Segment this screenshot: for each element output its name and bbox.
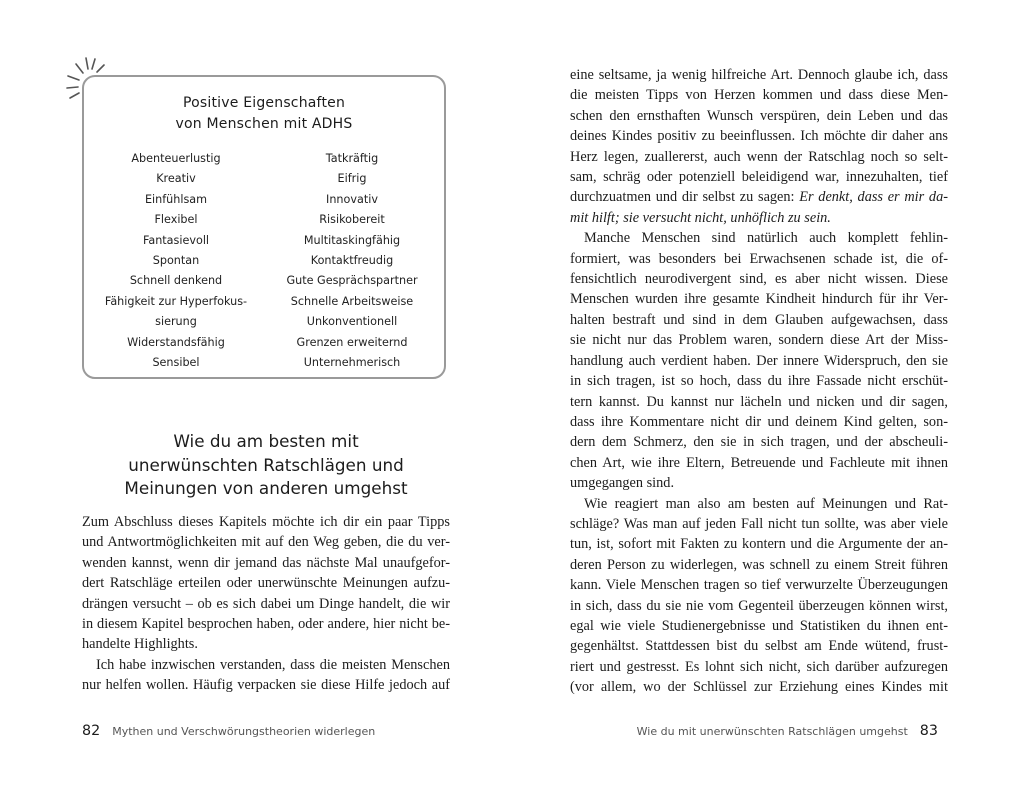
text-line: tun, ist, sofort mit Fakten zu kontern und die Argumente der an- [570,536,948,553]
text-line: wenden kannst, wenn dir jemand das nächste Mal unaufgefor- [82,554,450,571]
paragraph [82,655,450,696]
traits-column-left [92,149,260,373]
text-line: formiert, was besonders bei Erwachsenen schade ist, die of- [570,250,948,267]
left-body-text [82,512,450,696]
text-line: chen Art, wie ihre Eltern, Betreuende und Fachleute mit ihnen [570,454,948,471]
trait-item: Widerstandsfähig [127,335,225,349]
trait-item: Innovativ [326,192,378,206]
trait-item: Grenzen erweiternd [296,335,408,349]
trait-item: Flexibel [154,213,198,227]
left-footer [82,723,375,739]
paragraph [570,228,948,493]
text-line: in sich tragen, ist so hoch, dass du ihre Fassade nicht erschüt- [570,373,948,390]
text-line: riert und gestresst. Es lohnt sich nicht, sich darüber aufzuregen [570,658,948,675]
text-line: in diesem Kapitel besprochen haben, oder andere, hier nicht be- [82,616,450,633]
text-line: Wie reagiert man also am besten auf Meinungen und Rat- [584,495,948,512]
trait-item: Schnelle Arbeitsweise [290,294,414,308]
text-line: Herz legen, zuallererst, auch wenn der Ratschlag noch so selt- [570,148,948,165]
text-line: schen den ernsthaften Wunsch verspüren, dein Leben und das [570,107,948,124]
text-line: schläge? Was man auf jeden Fall nicht tun sollte, was aber viele [570,515,948,532]
text-line: sam, schräg oder potenziell beleidigend war, innezuhalten, tief [570,169,948,186]
text-line: nur helfen wollen. Häufig verpacken sie diese Hilfe jedoch auf [82,677,450,694]
heading-line: Wie du am besten mit [173,431,359,451]
trait-item: Fantasievoll [142,233,210,247]
trait-item: Tatkräftig [325,152,379,165]
text-line: deines Kindes positiv zu beeinflussen. Ich möchte dir daher ans [570,128,948,145]
text-line: dass ihre Kommentare nicht dir und deinem Kind gelten, son- [570,413,948,430]
box-title [84,93,444,135]
positive-traits-box [82,75,446,379]
text-line: Manche Menschen sind natürlich auch komplett fehlin- [584,230,948,247]
right-page [510,0,1020,812]
text-line: dert Ratschläge erteilen oder unerwünschte Meinungen aufzu- [82,575,450,592]
trait-item: Schnell denkend [129,274,223,288]
running-head: Wie du mit unerwünschten Ratschlägen umgehst [636,725,908,738]
text-line: egal wie viele Studienergebnisse und Statistiken du ihnen ent- [570,617,948,634]
page-number: 83 [919,723,938,739]
trait-item: Spontan [152,254,200,268]
traits-column-right [268,149,436,373]
right-body-text [570,65,948,698]
right-footer [637,723,938,739]
paragraph [82,512,450,655]
text-line: Zum Abschluss dieses Kapitels möchte ich dir ein paar Tipps [82,514,450,530]
text-line: handelte Highlights. [82,636,198,653]
text-line: die meisten Tipps von Herzen kommen und dass diese Men- [570,87,948,104]
section-heading [82,430,450,501]
text-line: tern kannst. Du kannst nur lächeln und nicken und dir sagen, [570,393,948,410]
text-line: Menschen wurden ihre gesamte Kindheit hindurch für ihr Ver- [570,291,948,308]
text-line: sie nicht nur das Problem waren, sondern diese Art der Miss- [570,332,948,349]
text-segment: durchzuatmen und dir selbst zu sagen: [570,189,800,206]
trait-item: Kontaktfreudig [310,254,394,268]
trait-item: Sensibel [152,356,200,370]
text-line: Ich habe inzwischen verstanden, dass die meisten Menschen [96,656,450,673]
text-line: (vor allem, wo der Schlüssel zur Erziehung eines Kindes mit [570,679,948,696]
text-line: halten bestraft und sind in dem Glauben aufgewachsen, dass [570,311,948,328]
running-head: Mythen und Verschwörungstheorien widerlegen [112,725,376,738]
text-line: gegenhältst. Stattdessen bist du selbst am Ende wütend, frust- [570,638,948,655]
text-line-mixed [570,187,948,207]
text-line: in sich, dass du sie nie vom Gegenteil überzeugen können wirst, [570,597,948,614]
heading-line: Meinungen von anderen umgehst [124,478,408,498]
italic-quote: Er denkt, dass er mir da- [799,189,948,206]
trait-item: Einfühlsam [144,192,208,206]
text-line: umgegangen sind. [570,475,675,492]
paragraph [570,494,948,698]
text-line: kann. Viele Menschen tragen so tief verwurzelte Überzeugungen [570,577,948,594]
trait-item: Eifrig [337,172,367,186]
text-line: deren Person zu widerlegen, was schnell zu einem Streit führen [570,556,948,573]
text-line: und Antwortmöglichkeiten mit auf den Weg geben, die du ver- [82,534,450,551]
page-number: 82 [82,723,101,739]
trait-item: Abenteuerlustig [131,152,221,165]
paragraph [570,65,948,228]
text-line: handlung auch verdient haben. Der innere Widerspruch, den sie [570,352,948,369]
heading-line: unerwünschten Ratschlägen und [128,454,404,475]
trait-item: Unkonventionell [306,315,398,329]
text-line: drängen versucht – ob es sich dabei um Dinge handelt, die wir [82,595,450,612]
box-title-line: Positive Eigenschaften [182,95,346,111]
text-line: eine seltsame, ja wenig hilfreiche Art. Dennoch glaube ich, dass [570,67,948,83]
box-title-line: von Menschen mit ADHS [175,116,353,132]
trait-item: Gute Gesprächspartner [286,274,418,288]
trait-item: sierung [155,315,197,329]
text-line: dern dem Schmerz, den sie in sich tragen, und der abscheuli- [570,434,948,451]
trait-item: Kreativ [156,172,196,186]
text-line: fensichtlich neurodivergent sind, es aber nicht wissen. Diese [570,271,948,288]
trait-item: Multitaskingfähig [303,233,401,247]
trait-item: Fähigkeit zur Hyperfokus- [104,294,248,308]
trait-item: Risikobereit [319,213,385,227]
trait-item: Unternehmerisch [303,356,401,370]
text-line: mit hilft; sie versucht nicht, unhöflich zu sein. [570,209,831,226]
